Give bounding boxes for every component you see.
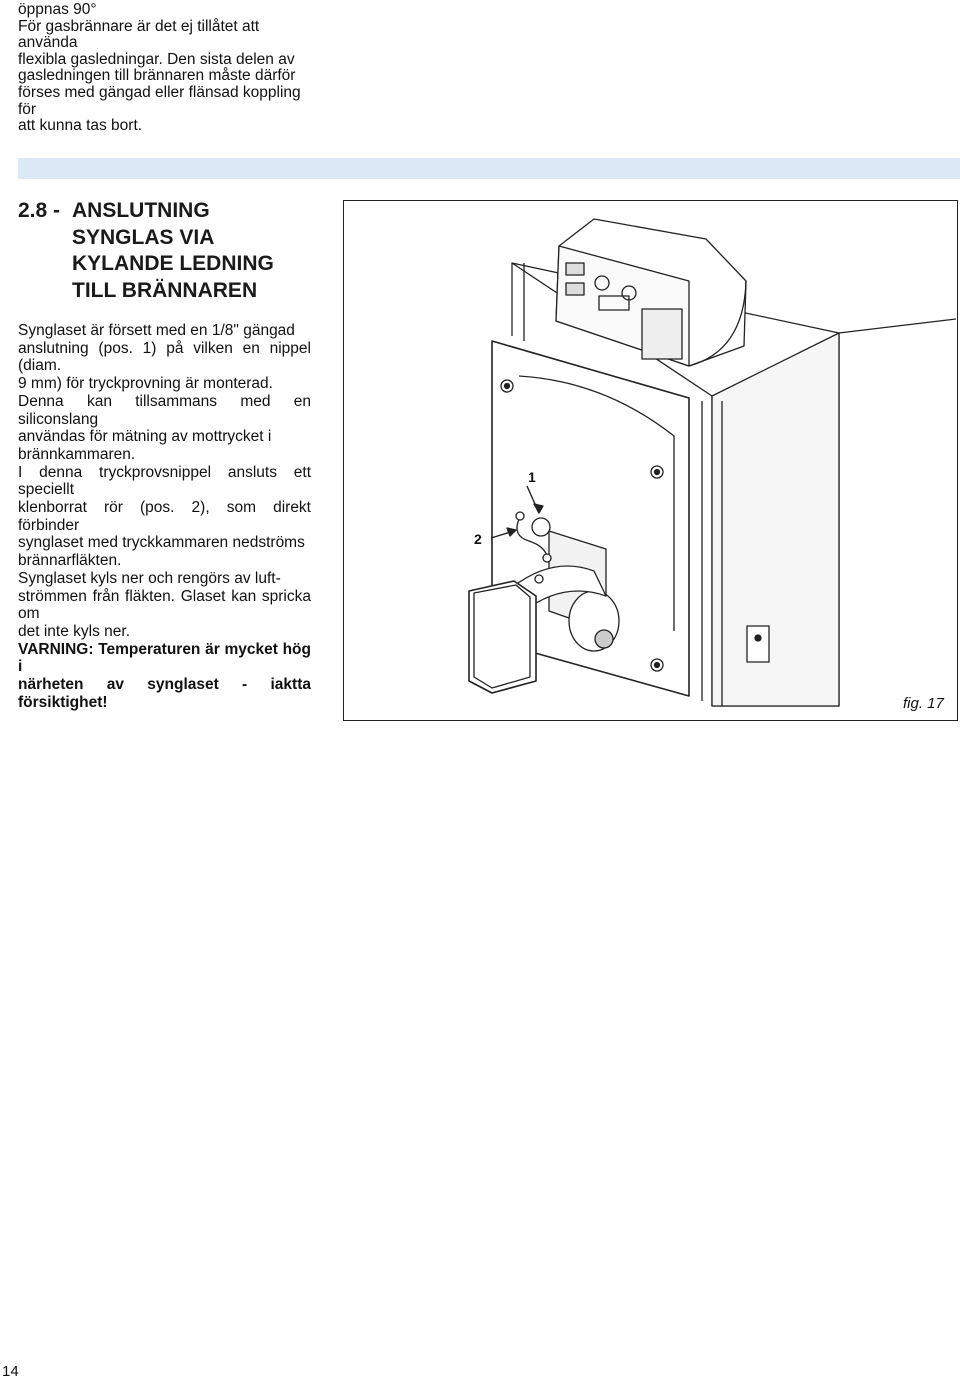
fan-intake	[595, 630, 613, 648]
floor-edge	[839, 319, 956, 333]
body-line: brännkammaren.	[18, 445, 136, 463]
boiler-side-panel	[712, 333, 839, 706]
body-line: brännarfläkten.	[18, 552, 122, 570]
intro-line: För gasbrännare är det ej tillåtet att använda	[18, 17, 260, 52]
panel-switch	[566, 263, 584, 275]
intro-line: flexibla gasledningar. Den sista delen av	[18, 50, 295, 68]
section-title-line: TILL BRÄNNAREN	[72, 278, 258, 302]
intro-line: att kunna tas bort.	[18, 117, 143, 135]
body-line: 9 mm) för tryckprovning är monterad.	[18, 375, 273, 393]
body-line: Synglaset kyls ner och rengörs av luft-	[18, 569, 281, 587]
body-line: det inte kyls ner.	[18, 622, 131, 640]
keyhole-icon	[755, 635, 761, 641]
lock-plate	[747, 626, 769, 662]
section-heading	[18, 198, 318, 304]
body-line: Synglaset är försett med en 1/8" gängad	[18, 322, 295, 339]
panel-display	[642, 309, 682, 359]
door-bolt	[655, 663, 660, 668]
boiler-illustration	[344, 201, 956, 719]
section-title-line: ANSLUTNING	[72, 199, 210, 222]
body-line: användas för mätning av mottrycket i	[18, 428, 272, 446]
figure-caption: fig. 17	[903, 695, 944, 712]
page-number: 14	[2, 1363, 19, 1380]
intro-line: gasledningen till brännaren måste därför	[18, 67, 296, 85]
section-title-line: KYLANDE LEDNING	[72, 252, 274, 275]
burner-motor-box	[469, 581, 536, 693]
door-bolt	[505, 384, 510, 389]
body-line: klenborrat rör (pos. 2), som direkt förbinder	[18, 499, 311, 534]
tube-fitting	[543, 554, 551, 562]
body-line: strömmen från fläkten. Glaset kan spricka om	[18, 587, 311, 623]
body-line: anslutning (pos. 1) på vilken en nippel (diam.	[18, 339, 311, 375]
door-bolt	[655, 470, 660, 475]
intro-paragraph	[18, 2, 318, 135]
panel-switch	[566, 283, 584, 295]
body-line: synglaset med tryckkammaren nedströms	[18, 534, 305, 552]
figure-frame	[343, 200, 958, 721]
section-number: 2.8 -	[18, 199, 61, 222]
callout-2-label: 2	[474, 531, 482, 547]
intro-line: öppnas 90°	[18, 1, 97, 18]
callout-1-label: 1	[528, 469, 536, 485]
warning-line: VARNING: Temperaturen är mycket hög i	[18, 640, 311, 676]
sight-glass	[532, 518, 550, 536]
tube-fitting	[516, 512, 524, 520]
warning-line: närheten av synglaset - iaktta försiktighet!	[18, 676, 311, 711]
body-line: Denna kan tillsammans med en siliconslang	[18, 392, 311, 428]
body-text	[18, 322, 311, 711]
section-band	[18, 158, 960, 179]
body-line: I denna tryckprovsnippel ansluts ett speciellt	[18, 463, 311, 499]
intro-line: förses med gängad eller flänsad koppling för	[18, 83, 301, 118]
sight-glass-nipple	[535, 575, 543, 583]
section-title-line: SYNGLAS VIA	[72, 225, 215, 249]
